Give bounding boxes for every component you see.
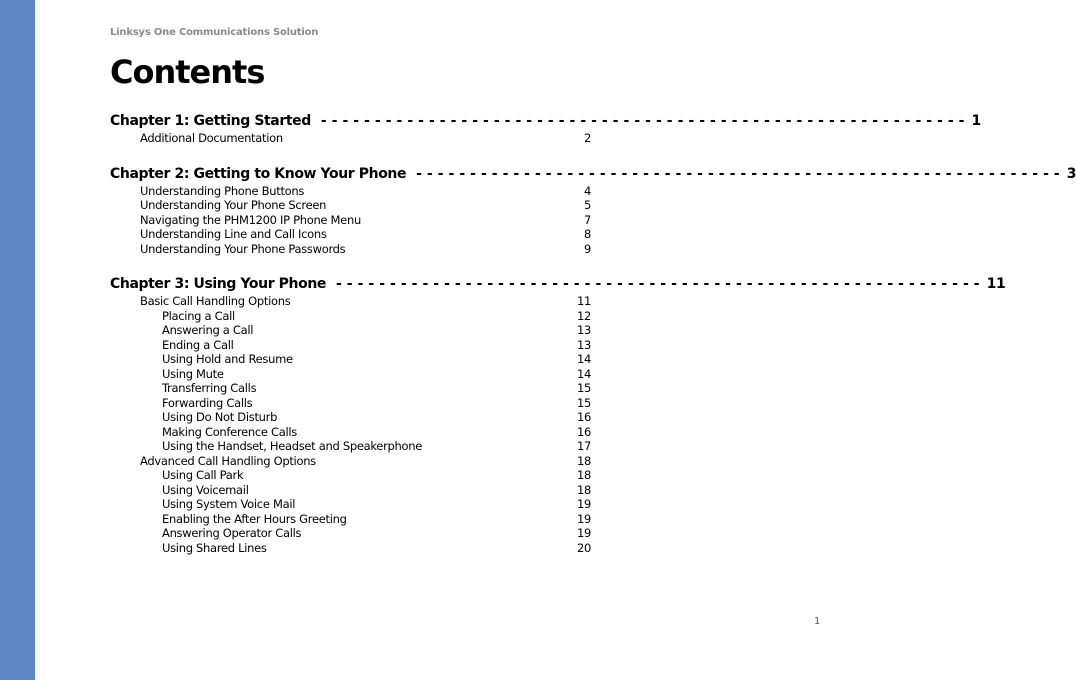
toc-entry-page: 13 bbox=[576, 323, 591, 337]
toc-entry[interactable] bbox=[110, 198, 591, 213]
dot-leader: ------------------------------------------------------------ bbox=[335, 276, 985, 292]
toc-entry-title: Understanding Your Phone Screen bbox=[140, 198, 327, 212]
toc-entry-title: Answering Operator Calls bbox=[162, 526, 302, 540]
toc-entry[interactable] bbox=[110, 367, 591, 382]
toc-entry[interactable] bbox=[110, 541, 591, 556]
toc-entry-title: Using Do Not Disturb bbox=[162, 410, 278, 424]
running-header: Linksys One Communications Solution bbox=[110, 27, 319, 38]
toc-entry-page: 18 bbox=[576, 482, 591, 497]
toc-entry-page: 19 bbox=[576, 511, 591, 526]
dot-leader: ------------------------------------------------------------ bbox=[320, 113, 970, 129]
toc-entry[interactable] bbox=[110, 410, 591, 425]
toc-entry-title: Ending a Call bbox=[162, 337, 234, 352]
toc-entry[interactable] bbox=[110, 439, 591, 454]
toc-entry[interactable] bbox=[110, 131, 591, 146]
toc-entry-page: 20 bbox=[576, 540, 591, 555]
page-number: 1 bbox=[814, 616, 821, 627]
toc-entry-title: Additional Documentation bbox=[140, 131, 283, 145]
toc-entry[interactable] bbox=[110, 425, 591, 440]
toc-chapter[interactable] bbox=[110, 274, 1006, 294]
toc-entry[interactable] bbox=[110, 352, 591, 367]
toc-entry-title: Using Call Park bbox=[162, 468, 244, 482]
toc-entry-page: 5 bbox=[583, 198, 591, 212]
toc-entry-title: Using System Voice Mail bbox=[162, 497, 296, 511]
toc-entry-title: Advanced Call Handling Options bbox=[140, 453, 316, 468]
toc-entry-page: 19 bbox=[576, 497, 591, 511]
page-title: Contents bbox=[110, 53, 265, 91]
toc-entry-title: Transferring Calls bbox=[162, 381, 257, 395]
toc-entry-page: 12 bbox=[576, 308, 591, 323]
toc-entry-page: 11 bbox=[576, 294, 591, 308]
toc-entry-page: 18 bbox=[576, 453, 591, 468]
toc-entry-page: 19 bbox=[576, 526, 591, 540]
toc-entry-title: Using Hold and Resume bbox=[162, 352, 293, 366]
toc-entry-page: 18 bbox=[576, 468, 591, 482]
toc-entry[interactable] bbox=[110, 184, 591, 199]
toc-entry-title: Answering a Call bbox=[162, 323, 254, 337]
toc-chapter-page: 11 bbox=[986, 276, 1006, 292]
toc-chapter-title: Chapter 2: Getting to Know Your Phone bbox=[110, 165, 407, 182]
toc-entry-page: 13 bbox=[576, 337, 591, 352]
toc-entry-title: Navigating the PHM1200 IP Phone Menu bbox=[140, 212, 361, 227]
toc-chapter-title: Chapter 3: Using Your Phone bbox=[110, 276, 326, 292]
toc-entry-page: 15 bbox=[576, 381, 591, 395]
toc-entry-title: Understanding Line and Call Icons bbox=[140, 227, 327, 241]
toc-entry-page: 16 bbox=[576, 424, 591, 439]
toc-chapter-page: 3 bbox=[1066, 165, 1076, 182]
toc-entry-title: Placing a Call bbox=[162, 308, 235, 323]
toc-entry[interactable] bbox=[110, 454, 591, 469]
toc-chapter[interactable] bbox=[110, 164, 1076, 184]
toc-chapter[interactable] bbox=[110, 111, 981, 131]
toc-entry[interactable] bbox=[110, 242, 591, 257]
toc-entry-title: Basic Call Handling Options bbox=[140, 294, 291, 308]
toc-entry[interactable] bbox=[110, 323, 591, 338]
toc-entry-page: 16 bbox=[576, 410, 591, 424]
toc-entry-title: Using Shared Lines bbox=[162, 540, 267, 555]
toc-entry[interactable] bbox=[110, 468, 591, 483]
toc-entry-title: Using Voicemail bbox=[162, 482, 249, 497]
toc-entry[interactable] bbox=[110, 227, 591, 242]
toc-entry[interactable] bbox=[110, 526, 591, 541]
toc-entry-page: 9 bbox=[583, 241, 591, 256]
toc-entry-page: 8 bbox=[583, 227, 591, 241]
toc-entry[interactable] bbox=[110, 512, 591, 527]
table-of-contents bbox=[110, 108, 1076, 555]
toc-entry-title: Enabling the After Hours Greeting bbox=[162, 511, 347, 526]
toc-chapter-title: Chapter 1: Getting Started bbox=[110, 113, 311, 129]
toc-entry-title: Making Conference Calls bbox=[162, 424, 297, 439]
toc-entry[interactable] bbox=[110, 381, 591, 396]
toc-entry-page: 15 bbox=[576, 395, 591, 410]
toc-entry-title: Understanding Phone Buttons bbox=[140, 183, 305, 198]
toc-entry-page: 7 bbox=[583, 212, 591, 227]
toc-entry[interactable] bbox=[110, 309, 591, 324]
toc-entry[interactable] bbox=[110, 294, 591, 309]
toc-entry[interactable] bbox=[110, 396, 591, 411]
toc-entry[interactable] bbox=[110, 483, 591, 498]
toc-entry-page: 2 bbox=[583, 131, 591, 145]
toc-entry-page: 17 bbox=[576, 439, 591, 453]
toc-chapter-page: 1 bbox=[971, 113, 981, 129]
dot-leader: ------------------------------------------------------------ bbox=[416, 165, 1065, 182]
toc-entry-title: Using Mute bbox=[162, 366, 224, 381]
toc-entry-page: 14 bbox=[576, 352, 591, 366]
toc-entry-title: Understanding Your Phone Passwords bbox=[140, 241, 346, 256]
toc-entry[interactable] bbox=[110, 497, 591, 512]
toc-entry[interactable] bbox=[110, 213, 591, 228]
toc-entry-title: Using the Handset, Headset and Speakerphone bbox=[162, 439, 423, 453]
toc-entry-title: Forwarding Calls bbox=[162, 395, 253, 410]
left-color-bar bbox=[0, 0, 35, 680]
toc-entry-page: 4 bbox=[583, 183, 591, 198]
toc-entry[interactable] bbox=[110, 338, 591, 353]
toc-entry-page: 14 bbox=[576, 366, 591, 381]
